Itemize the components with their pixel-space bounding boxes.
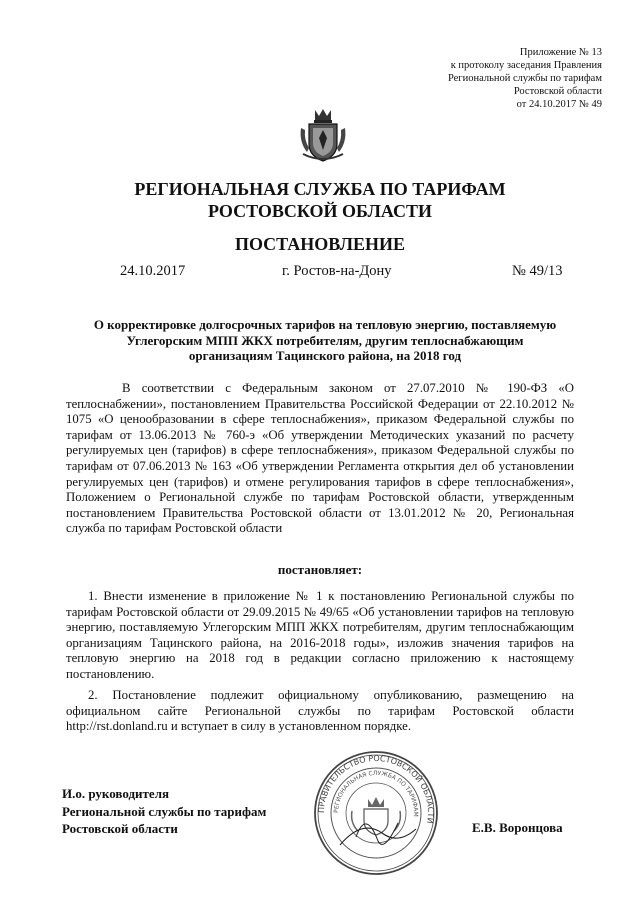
document-type: ПОСТАНОВЛЕНИЕ [234,234,406,254]
appendix-note [448,46,602,111]
organization-title-line1: РЕГИОНАЛЬНАЯ СЛУЖБА ПО ТАРИФАМ [134,179,506,199]
appendix-line: Региональной службы по тарифам [447,73,602,84]
decree-item-2: 2. Постановление подлежит официальному опубликованию, размещению на официальном сайте Региональной службы по тарифам Ростовской области http://rst.donland.ru и вступает в силу в установленном порядке. [66,688,574,734]
appendix-line: Приложение № 13 [519,47,602,58]
decree-word: постановляет: [277,562,363,577]
signer-title-line2: Региональной службы по тарифам [62,803,267,819]
signer-title [62,785,266,838]
organization-title-line2: РОСТОВСКОЙ ОБЛАСТИ [208,201,432,221]
official-seal-icon [312,749,440,877]
appendix-line: Ростовской области [513,86,602,97]
document-subject: О корректировке долгосрочных тарифов на тепловую энергию, поставляемую Углегорским МПП ЖКХ потребителям, другим теплоснабжающим организациям Тацинского района, на 2018 год [93,317,557,363]
document-number: № 49/13 [512,263,563,279]
coat-of-arms-icon [297,106,349,164]
document-date: 24.10.2017 [120,263,186,279]
seal-outer-text: ПРАВИТЕЛЬСТВО РОСТОВСКОЙ ОБЛАСТИ [316,753,436,825]
document-city: г. Ростов-на-Дону [282,263,392,279]
signer-title-line3: Ростовской области [62,821,178,836]
signer-title-line1: И.о. руководителя [62,786,170,801]
appendix-line: к протоколу заседания Правления [450,60,602,71]
signer-name: Е.В. Воронцова [472,820,563,835]
preamble-paragraph: В соответствии с Федеральным законом от 27.07.2010 № 190-ФЗ «О теплоснабжении», постановлением Правительства Российской Федерации от 22.10.2012 № 1075 «О ценообразовании в сфере теплоснабжения», приказом Федеральной службы по тарифам от 13.06.2013 № 760-э «Об утверждении Методических указаний по расчету регулируемых цен (тарифов) в сфере теплоснабжения», приказом Федеральной службы по тарифам от 07.06.2013 № 163 «Об утверждении Регламента открытия дел об установлении регулируемых цен (тарифов) и отмене регулирования тарифов в сфере теплоснабжения», Положением о Региональной службе по тарифам Ростовской области, утвержденным постановлением Правительства Ростовской области от 13.01.2012 № 20, Региональная служба по тарифам Ростовской области [66,381,574,536]
decree-item-1: 1. Внести изменение в приложение № 1 к постановлению Региональной службы по тарифам Ростовской области от 29.09.2015 № 49/65 «Об установлении тарифов на тепловую энергию, поставляемую Углегорским МПП ЖКХ потребителям, другим теплоснабжающим организациям Тацинского района, на 2016-2018 годы», изложив значения тарифов на тепловую энергию на 2018 год в редакции согласно приложению к настоящему постановлению. [66,589,574,681]
appendix-line: от 24.10.2017 № 49 [516,99,602,110]
organization-title [0,178,640,222]
seal-inner-text: РЕГИОНАЛЬНАЯ СЛУЖБА ПО ТАРИФАМ [332,769,420,817]
